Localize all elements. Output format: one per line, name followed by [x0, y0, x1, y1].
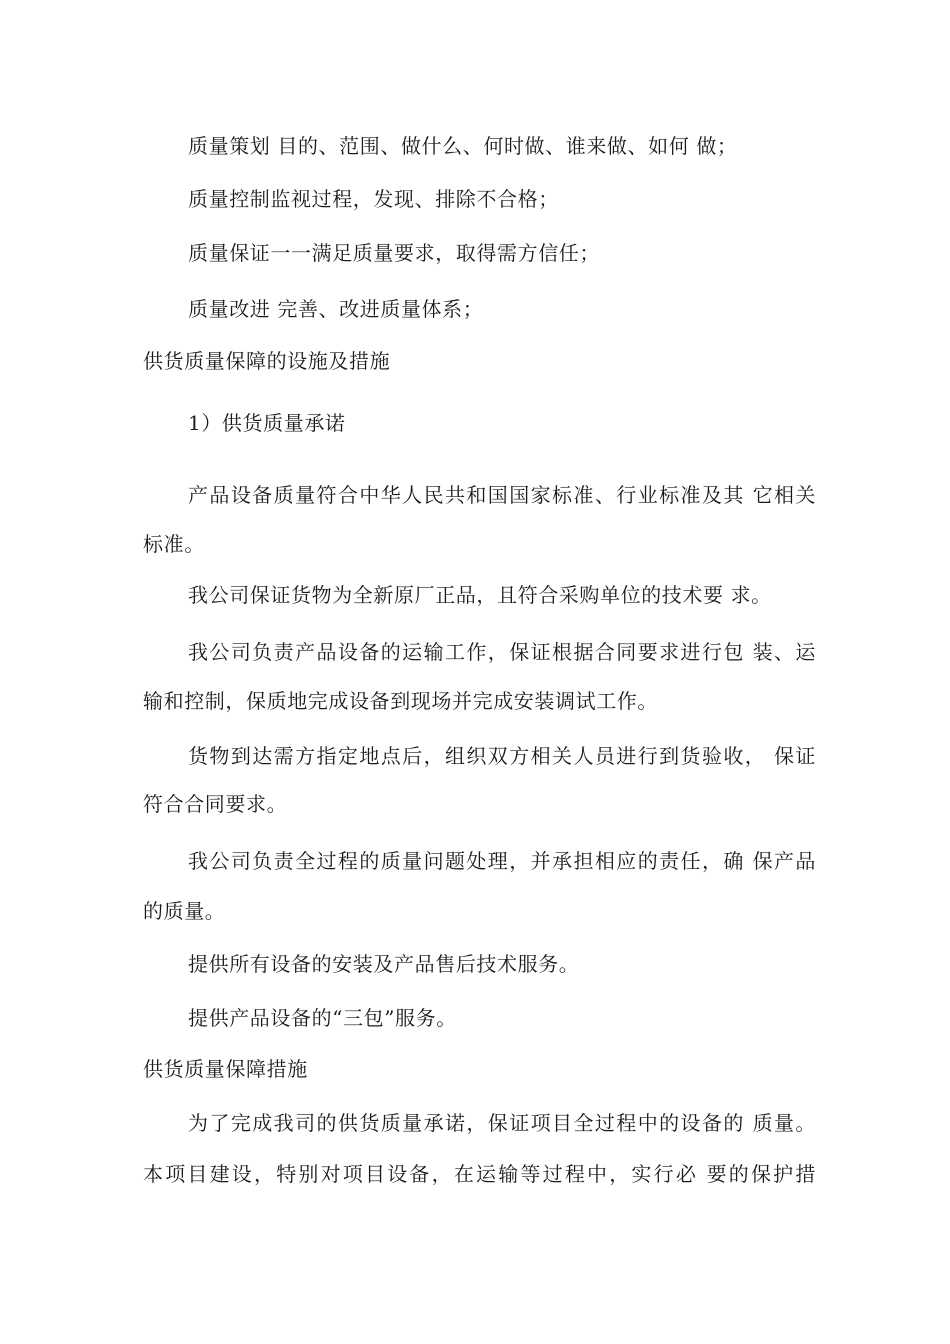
paragraph-installation-service: 提供所有设备的安装及产品售后技术服务。: [188, 952, 580, 976]
paragraph-acceptance-line-1: 货物到达需方指定地点后，组织双方相关人员进行到货验收， 保证: [188, 744, 816, 768]
paragraph-quality-improvement: 质量改进 完善、改进质量体系；: [188, 297, 484, 321]
paragraph-acceptance-line-2: 符合合同要求。: [143, 792, 288, 816]
paragraph-measures-line-2: 本项目建设，特别对项目设备，在运输等过程中，实行必 要的保护措: [143, 1162, 816, 1186]
paragraph-quality-assurance: 质量保证一一满足质量要求，取得需方信任；: [188, 241, 600, 265]
section-heading-supply-quality-facilities: 供货质量保障的设施及措施: [143, 349, 391, 373]
section-heading-supply-quality-measures: 供货质量保障措施: [143, 1057, 308, 1081]
paragraph-standards-line-1: 产品设备质量符合中华人民共和国国家标准、行业标准及其 它相关: [188, 483, 816, 507]
paragraph-quality-control: 质量控制监视过程，发现、排除不合格；: [188, 187, 559, 211]
paragraph-quality-planning: 质量策划 目的、范围、做什么、何时做、谁来做、如何 做；: [188, 134, 738, 158]
paragraph-responsibility-line-1: 我公司负责全过程的质量问题处理，并承担相应的责任，确 保产品: [188, 849, 816, 873]
paragraph-standards-line-2: 标准。: [143, 532, 205, 556]
paragraph-responsibility-line-2: 的质量。: [143, 899, 226, 923]
paragraph-three-guarantees: 提供产品设备的“三包”服务。: [188, 1006, 457, 1030]
paragraph-genuine-goods: 我公司保证货物为全新原厂正品，且符合采购单位的技术要 求。: [188, 583, 772, 607]
subsection-heading-supply-quality-commitment: 1）供货质量承诺: [188, 411, 346, 435]
paragraph-transport-line-2: 输和控制，保质地完成设备到现场并完成安装调试工作。: [143, 689, 658, 713]
paragraph-transport-line-1: 我公司负责产品设备的运输工作，保证根据合同要求进行包 装、运: [188, 640, 816, 664]
paragraph-measures-line-1: 为了完成我司的供货质量承诺，保证项目全过程中的设备的 质量。: [188, 1111, 816, 1135]
